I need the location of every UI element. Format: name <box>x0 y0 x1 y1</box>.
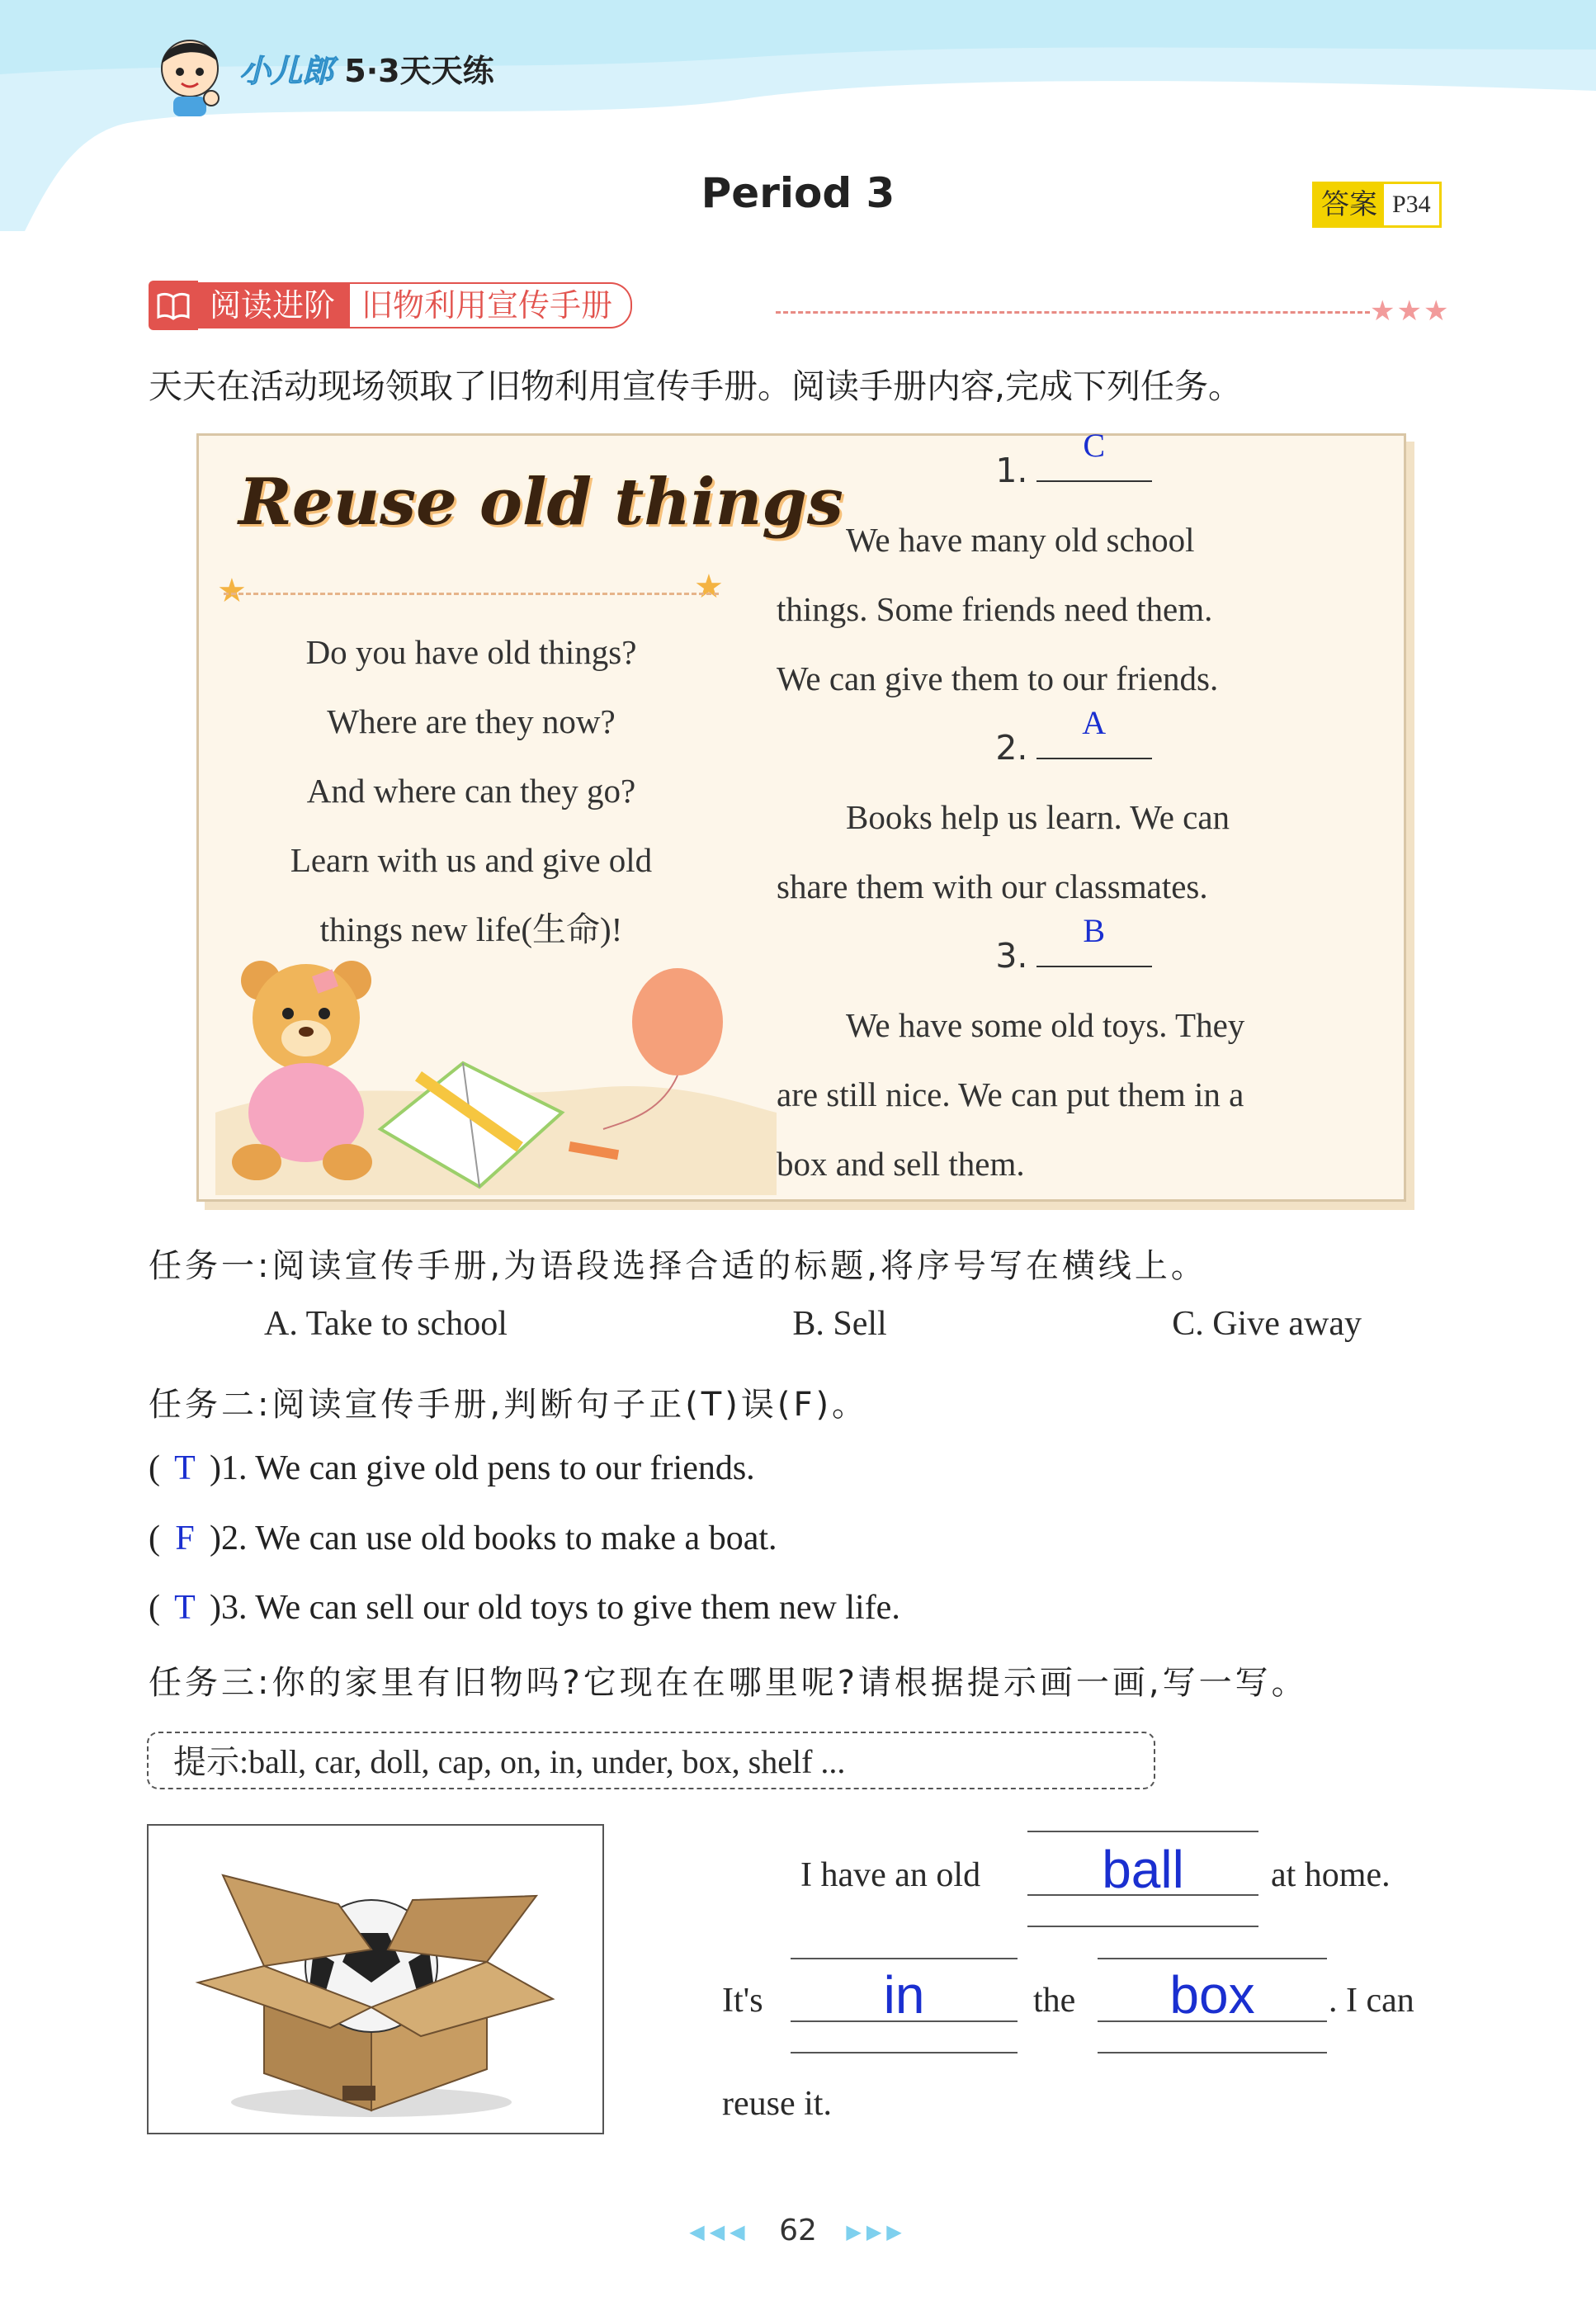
page-number: 62 <box>779 2214 817 2247</box>
section-3-answer: B <box>1083 912 1106 949</box>
brand-series: 5·3天天练 <box>344 53 494 89</box>
section-3-line: We have some old toys. They <box>846 1006 1245 1044</box>
section-2-line: share them with our classmates. <box>777 867 1208 905</box>
difficulty-stars: ★★★ <box>1370 295 1451 328</box>
tf-statement-3: )3. We can sell our old toys to give them new life. <box>210 1589 900 1627</box>
sentence-1-end: at home. <box>1271 1856 1391 1894</box>
tf-statement-2: )2. We can use old books to make a boat. <box>210 1519 777 1557</box>
sentence-3: reuse it. <box>722 2085 832 2123</box>
poem-text <box>224 617 719 964</box>
answer-tag[interactable] <box>1312 182 1442 228</box>
section-1-line: things. Some friends need them. <box>777 590 1213 628</box>
sentence-2-answer-2: box <box>1169 1965 1255 2025</box>
section-1-blank[interactable] <box>1036 427 1152 482</box>
poem-line: Learn with us and give old <box>290 841 653 879</box>
writing-guide-line <box>791 2052 1018 2053</box>
option-b: B. Sell <box>792 1305 887 1343</box>
teddy-bear-book-balloon-illustration <box>215 948 777 1195</box>
section-2-title-line <box>777 704 1371 782</box>
star-icon: ★ <box>694 568 724 606</box>
option-a: A. Take to school <box>264 1305 508 1343</box>
section-1-line: We can give them to our friends. <box>777 659 1219 697</box>
poster-right-column <box>777 427 1371 1198</box>
instruction-text: 天天在活动现场领取了旧物利用宣传手册。阅读手册内容,完成下列任务。 <box>149 366 1243 406</box>
open-book-icon <box>149 281 198 330</box>
left-paren: ( <box>149 1519 160 1557</box>
section-divider <box>776 311 1370 314</box>
task-1-heading: 任务一:阅读宣传手册,为语段选择合适的标题,将序号写在横线上。 <box>149 1247 1207 1285</box>
hint-box: 提示:ball, car, doll, cap, on, in, under, box, shelf ... <box>147 1732 1155 1789</box>
section-1-answer: C <box>1083 427 1106 464</box>
sentence-2-answer-1: in <box>883 1965 925 2025</box>
tf-item-1 <box>149 1449 755 1488</box>
poem-line: things new life(生命)! <box>319 910 623 948</box>
section-3-blank[interactable] <box>1036 912 1152 967</box>
mascot-boy-icon <box>149 29 231 120</box>
tf-answer-1[interactable]: T <box>174 1449 196 1487</box>
writing-guide-line <box>1098 1958 1327 1959</box>
section-2-number: 2. <box>995 728 1028 768</box>
section-label: 阅读进阶 <box>198 282 350 328</box>
answer-tag-page: P34 <box>1384 184 1439 225</box>
section-2-answer: A <box>1082 704 1107 741</box>
section-2-line: Books help us learn. We can <box>846 798 1230 836</box>
section-1-line: We have many old school <box>846 521 1195 559</box>
tf-answer-3[interactable]: T <box>174 1589 196 1627</box>
poem-line: Do you have old things? <box>305 633 637 671</box>
page-title: Period 3 <box>701 169 895 217</box>
poem-line: Where are they now? <box>327 702 616 740</box>
sentence-2-start: It's <box>722 1982 763 2020</box>
section-3-title-line <box>777 912 1371 990</box>
poster-title: Reuse old things <box>238 465 843 540</box>
section-1-number: 1. <box>995 451 1028 490</box>
writing-guide-line <box>1027 1831 1258 1832</box>
section-3-line: are still nice. We can put them in a <box>777 1075 1244 1113</box>
tf-statement-1: )1. We can give old pens to our friends. <box>210 1449 755 1487</box>
brand-name: 小儿郎 <box>239 53 334 89</box>
brochure-poster <box>196 427 1406 1202</box>
sentence-2-middle: the <box>1033 1982 1076 2020</box>
section-3-line: box and sell them. <box>777 1145 1025 1183</box>
option-c: C. Give away <box>1172 1305 1362 1343</box>
task-1-options <box>264 1304 1362 1344</box>
writing-guide-line <box>791 1958 1018 1959</box>
writing-guide-line <box>1098 2052 1327 2053</box>
page-number-footer <box>0 2214 1596 2247</box>
task-3-heading: 任务三:你的家里有旧物吗?它现在在哪里呢?请根据提示画一画,写一写。 <box>149 1664 1308 1702</box>
sentence-1-answer: ball <box>1102 1840 1184 1899</box>
tf-item-2 <box>149 1519 777 1558</box>
poem-line: And where can they go? <box>306 772 636 810</box>
tf-item-3 <box>149 1588 900 1628</box>
sentence-1-start: I have an old <box>800 1856 981 1894</box>
section-1-title-line <box>777 427 1371 505</box>
answer-tag-label: 答案 <box>1315 184 1384 225</box>
section-header <box>149 281 632 330</box>
ball-in-box-drawing <box>149 1826 602 2133</box>
section-subtitle: 旧物利用宣传手册 <box>350 282 632 328</box>
left-paren: ( <box>149 1589 160 1627</box>
left-arrows-icon: ◀◀◀ <box>689 2220 750 2243</box>
brand-logo <box>239 45 494 91</box>
right-arrows-icon: ▶▶▶ <box>846 2220 907 2243</box>
star-icon: ★ <box>217 572 247 610</box>
writing-guide-line <box>1027 1926 1258 1927</box>
sentence-2-end: . I can <box>1329 1982 1414 2020</box>
drawing-area[interactable] <box>147 1824 604 2134</box>
left-paren: ( <box>149 1449 160 1487</box>
tf-answer-2[interactable]: F <box>175 1519 195 1557</box>
section-3-number: 3. <box>995 936 1028 976</box>
task-2-heading: 任务二:阅读宣传手册,判断句子正(T)误(F)。 <box>149 1386 869 1424</box>
section-2-blank[interactable] <box>1036 704 1152 759</box>
